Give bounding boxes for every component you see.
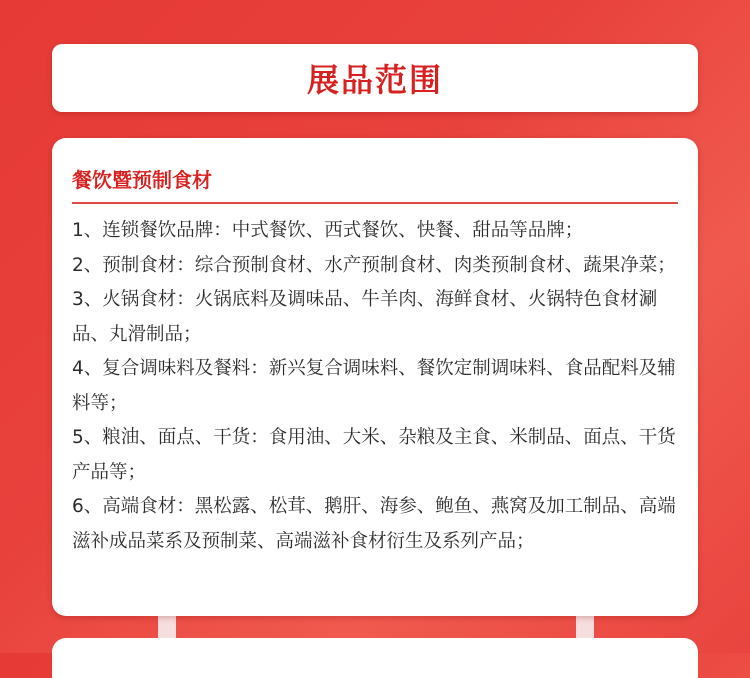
page-title: 展品范围 bbox=[306, 61, 443, 99]
next-card-partial bbox=[52, 638, 698, 678]
list-item: 4、复合调味料及餐料：新兴复合调味料、餐饮定制调味料、食品配料及辅料等； bbox=[72, 358, 676, 414]
list-item: 5、粮油、面点、干货：食用油、大米、杂粮及主食、米制品、面点、干货产品等； bbox=[72, 427, 676, 483]
list-item: 2、预制食材：综合预制食材、水产预制食材、肉类预制食材、蔬果净菜； bbox=[72, 254, 676, 276]
list-item: 1、连锁餐饮品牌：中式餐饮、西式餐饮、快餐、甜品等品牌； bbox=[72, 220, 584, 241]
title-card bbox=[52, 44, 698, 112]
section-heading: 餐饮暨预制食材 bbox=[72, 166, 678, 204]
exhibit-scope-card bbox=[52, 138, 698, 616]
list-item: 6、高端食材：黑松露、松茸、鹅肝、海参、鲍鱼、燕窝及加工制品、高端滋补成品菜系及预制菜、高端滋补食材衍生及系列产品； bbox=[72, 496, 676, 552]
list-item: 3、火锅食材：火锅底料及调味品、牛羊肉、海鲜食材、火锅特色食材涮品、丸滑制品； bbox=[72, 289, 658, 345]
